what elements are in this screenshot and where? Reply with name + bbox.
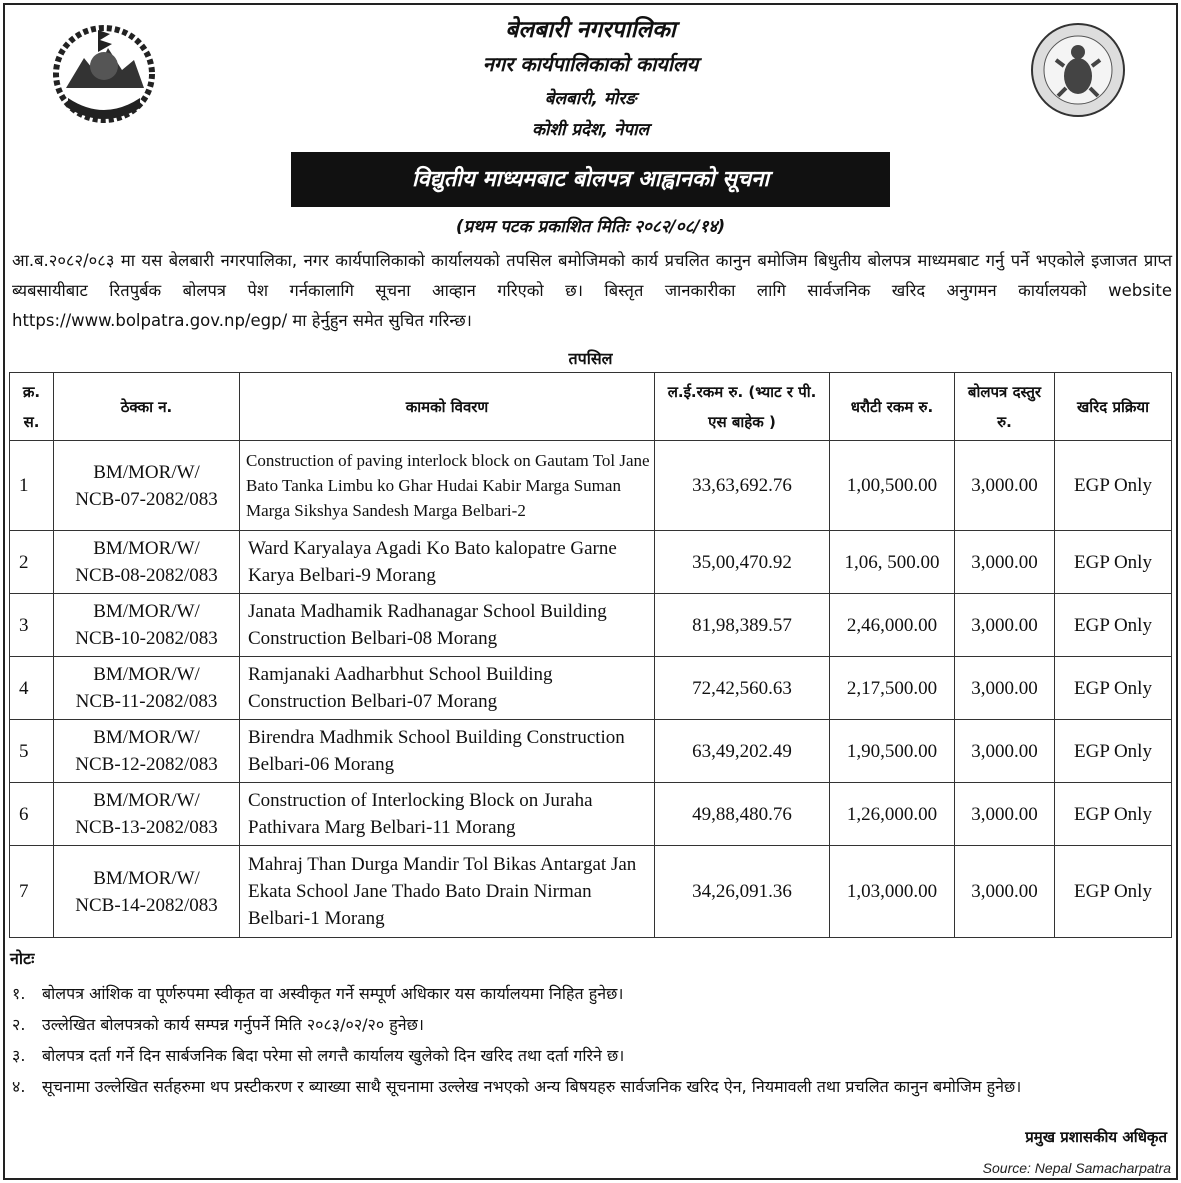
cell-contract: [54, 846, 240, 938]
cell-description: Construction of paving interlock block on Gautam Tol Jane Bato Tanka Limbu ko Ghar Hudai Kabir Marga Suman Marga Sikshya Sandesh Marga Belbari-2: [240, 441, 655, 531]
cell-method: EGP Only: [1055, 594, 1172, 657]
cell-estimate: 63,49,202.49: [655, 720, 830, 783]
note-number: ४.: [12, 1077, 26, 1096]
contract-line-a: BM/MOR/W/: [93, 538, 200, 559]
contract-line-b: NCB-07-2082/083: [75, 488, 218, 510]
cell-description: Birendra Madhmik School Building Construction Belbari-06 Morang: [240, 720, 655, 783]
contract-line-b: NCB-08-2082/083: [75, 565, 218, 586]
cell-fee: 3,000.00: [955, 720, 1055, 783]
cell-method: EGP Only: [1055, 441, 1172, 531]
cell-deposit: 1,06, 500.00: [830, 531, 955, 594]
contract-line-a: BM/MOR/W/: [93, 461, 200, 483]
notes-heading: नोटः: [10, 949, 35, 968]
cell-estimate: 81,98,389.57: [655, 594, 830, 657]
cell-fee: 3,000.00: [955, 783, 1055, 846]
note-number: ३.: [12, 1046, 26, 1065]
cell-sn: 4: [10, 657, 54, 720]
col-header-description: कामको विवरण: [240, 373, 655, 441]
office-location: बेलबारी, मोरङ: [544, 89, 637, 109]
source-credit: Source: Nepal Samacharpatra: [982, 1160, 1171, 1176]
cell-contract: [54, 657, 240, 720]
cell-contract: [54, 720, 240, 783]
contract-line-a: BM/MOR/W/: [93, 790, 200, 811]
col-header-estimate: ल.ई.रकम रु. (भ्याट र पी. एस बाहेक ): [655, 373, 830, 441]
col-header-sn: क्र. स.: [10, 373, 54, 441]
table-row: [10, 531, 1172, 594]
contract-line-a: BM/MOR/W/: [93, 601, 200, 622]
cell-fee: 3,000.00: [955, 531, 1055, 594]
note-text: सूचनामा उल्लेखित सर्तहरुमा थप प्रस्टीकरण र ब्याख्या साथै सूचनामा उल्लेख नभएको अन्य बिषयहरु सार्वजनिक खरिद ऐन, नियमावली तथा प्रचलित कानुन बमोजिम हुनेछ।: [42, 1077, 1022, 1096]
cell-description: Ramjanaki Aadharbhut School Building Construction Belbari-07 Morang: [240, 657, 655, 720]
col-header-fee: बोलपत्र दस्तुर रु.: [955, 373, 1055, 441]
cell-sn: 6: [10, 783, 54, 846]
table-row: [10, 720, 1172, 783]
cell-description: Janata Madhamik Radhanagar School Building Construction Belbari-08 Morang: [240, 594, 655, 657]
table-header-row: [10, 373, 1172, 441]
cell-method: EGP Only: [1055, 531, 1172, 594]
table-row: [10, 441, 1172, 531]
contract-line-b: NCB-13-2082/083: [75, 817, 218, 838]
cell-fee: 3,000.00: [955, 657, 1055, 720]
cell-description: Construction of Interlocking Block on Juraha Pathivara Marg Belbari-11 Morang: [240, 783, 655, 846]
cell-description: Mahraj Than Durga Mandir Tol Bikas Antargat Jan Ekata School Jane Thado Bato Drain Nirman Belbari-1 Morang: [240, 846, 655, 938]
cell-fee: 3,000.00: [955, 846, 1055, 938]
office-name: नगर कार्यपालिकाको कार्यालय: [482, 52, 699, 76]
cell-deposit: 1,03,000.00: [830, 846, 955, 938]
cell-estimate: 35,00,470.92: [655, 531, 830, 594]
note-number: १.: [12, 984, 26, 1003]
cell-sn: 1: [10, 441, 54, 531]
cell-deposit: 2,17,500.00: [830, 657, 955, 720]
cell-contract: [54, 441, 240, 531]
note-text: उल्लेखित बोलपत्रको कार्य सम्पन्न गर्नुपर्ने मिति २०८३/०२/२० हुनेछ।: [42, 1015, 424, 1034]
contract-line-a: BM/MOR/W/: [93, 727, 200, 748]
cell-contract: [54, 783, 240, 846]
municipality-name: बेलबारी नगरपालिका: [505, 17, 676, 43]
notice-title: विद्युतीय माध्यमबाट बोलपत्र आह्वानको सूचना: [291, 152, 890, 207]
note-text: बोलपत्र आंशिक वा पूर्णरुपमा स्वीकृत वा अस्वीकृत गर्ने सम्पूर्ण अधिकार यस कार्यालयमा निहित हुनेछ।: [42, 984, 624, 1003]
contract-line-b: NCB-11-2082/083: [75, 691, 218, 712]
note-item: [12, 978, 1172, 1009]
cell-method: EGP Only: [1055, 657, 1172, 720]
cell-method: EGP Only: [1055, 783, 1172, 846]
col-header-method: खरिद प्रक्रिया: [1055, 373, 1172, 441]
tender-table: [9, 372, 1172, 938]
cell-sn: 5: [10, 720, 54, 783]
cell-fee: 3,000.00: [955, 441, 1055, 531]
note-item: [12, 1040, 1172, 1071]
table-row: [10, 657, 1172, 720]
cell-method: EGP Only: [1055, 846, 1172, 938]
schedule-heading: तपसिल: [568, 349, 613, 368]
cell-estimate: 34,26,091.36: [655, 846, 830, 938]
cell-method: EGP Only: [1055, 720, 1172, 783]
cell-contract: [54, 594, 240, 657]
cell-sn: 3: [10, 594, 54, 657]
contract-line-b: NCB-10-2082/083: [75, 628, 218, 649]
note-item: [12, 1071, 1172, 1102]
note-number: २.: [12, 1015, 26, 1034]
cell-deposit: 1,00,500.00: [830, 441, 955, 531]
note-item: [12, 1009, 1172, 1040]
contract-line-b: NCB-14-2082/083: [75, 894, 218, 916]
notes-list: [12, 978, 1172, 1102]
col-header-contract: ठेक्का न.: [54, 373, 240, 441]
cell-deposit: 1,90,500.00: [830, 720, 955, 783]
col-header-deposit: धरौटी रकम रु.: [830, 373, 955, 441]
cell-estimate: 49,88,480.76: [655, 783, 830, 846]
cell-sn: 7: [10, 846, 54, 938]
note-text: बोलपत्र दर्ता गर्ने दिन सार्बजनिक बिदा परेमा सो लगत्तै कार्यालय खुलेको दिन खरिद तथा दर्ता गरिने छ।: [42, 1046, 625, 1065]
table-row: [10, 783, 1172, 846]
cell-estimate: 33,63,692.76: [655, 441, 830, 531]
contract-line-a: BM/MOR/W/: [93, 664, 200, 685]
cell-sn: 2: [10, 531, 54, 594]
table-row: [10, 846, 1172, 938]
contract-line-b: NCB-12-2082/083: [75, 754, 218, 775]
cell-contract: [54, 531, 240, 594]
office-province: कोशी प्रदेश, नेपाल: [532, 120, 649, 140]
publication-date: (प्रथम पटक प्रकाशित मितिः २०८२/०८/१४): [455, 217, 726, 237]
cell-description: Ward Karyalaya Agadi Ko Bato kalopatre Garne Karya Belbari-9 Morang: [240, 531, 655, 594]
contract-line-a: BM/MOR/W/: [93, 867, 200, 889]
cell-deposit: 2,46,000.00: [830, 594, 955, 657]
cell-fee: 3,000.00: [955, 594, 1055, 657]
signature-title: प्रमुख प्रशासकीय अधिकृत: [1025, 1128, 1167, 1146]
table-row: [10, 594, 1172, 657]
cell-estimate: 72,42,560.63: [655, 657, 830, 720]
intro-paragraph: आ.ब.२०८२/०८३ मा यस बेलबारी नगरपालिका, नगर कार्यपालिकाको कार्यालयको तपसिल बमोजिमको कार्य प्रचलित कानुन बमोजिम बिधुतीय बोलपत्र माध्यमबाट गर्नु पर्ने भएकोले इजाजत प्राप्त ब्यबसायीबाट रितपुर्बक बोलपत्र पेश गर्नकालागि सूचना आव्हान गरिएको छ। बिस्तृत जानकारीका लागि सार्वजनिक खरिद अनुगमन कार्यालयको website https://www.bolpatra.gov.np/egp/ मा हेर्नुहुन समेत सुचित गरिन्छ।: [12, 251, 1172, 330]
cell-deposit: 1,26,000.00: [830, 783, 955, 846]
